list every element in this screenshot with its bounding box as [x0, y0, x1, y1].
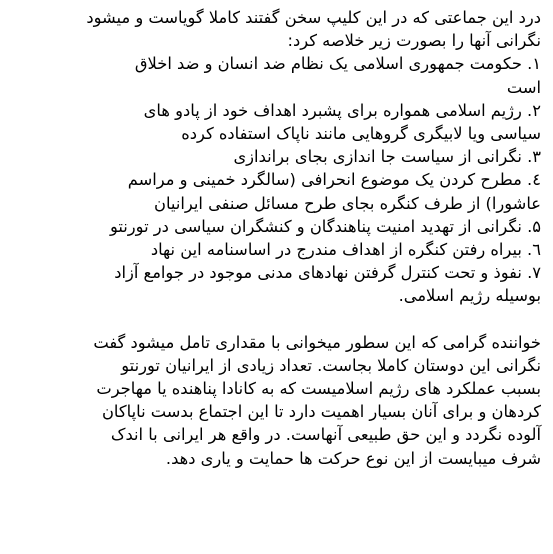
- list-item: [12, 238, 541, 261]
- closing-line: کردهان و برای آنان بسیار اهمیت دارد تا این اجتماع بدست ناپاکان: [101, 402, 541, 422]
- closing-line: نگرانی این دوستان کاملا بجاست. تعداد زیادی از ایرانیان تورنتو: [121, 355, 541, 375]
- list-item: [12, 261, 541, 307]
- list-item-line: سیاسی ویا لابیگری گروهایی مانند ناپاک استفاده کرده: [181, 124, 541, 144]
- list-item-line: ۱. حکومت جمهوری اسلامی یک نظام ضد انسان و ضد اخلاق: [134, 54, 541, 74]
- intro-line: نگرانی آنها را بصورت زیر خلاصه کرد:: [287, 31, 541, 51]
- list-item: [12, 99, 541, 145]
- paragraph-gap: [12, 308, 541, 331]
- intro-paragraph: [12, 6, 541, 52]
- closing-line: شرف میبایست از این نوع حرکت ها حمایت و یاری دهد.: [165, 448, 541, 468]
- concerns-list: [12, 52, 541, 307]
- list-item: [12, 215, 541, 238]
- list-item-line: ۳. نگرانی از سیاست جا اندازی بجای براندازی: [233, 147, 541, 167]
- closing-paragraph: [12, 331, 541, 470]
- list-item-line: است: [506, 77, 541, 97]
- list-item-line: بوسیله رژیم اسلامی.: [398, 286, 541, 306]
- intro-line: درد این جماعتی که در این کلیپ سخن گفتند کاملا گویاست و میشود: [86, 8, 541, 27]
- list-item: [12, 168, 541, 214]
- list-item-line: ۲. رژیم اسلامی همواره برای پشبرد اهداف خود از پادو های: [143, 100, 541, 120]
- list-item: [12, 52, 541, 98]
- list-item-line: ٦. بیراه رفتن کنگره از اهداف مندرج در اساسنامه این نهاد: [150, 240, 541, 260]
- list-item-line: ۵. نگرانی از تهدید امنیت پناهندگان و کنشگران سیاسی در تورنتو: [109, 216, 541, 236]
- list-item-line: ۷. نفوذ و تحت کنترل گرفتن نهادهای مدنی موجود در جوامع آزاد: [114, 263, 541, 283]
- closing-line: بسبب عملکرد های رژیم اسلامیست که به کانادا پناهنده یا مهاجرت: [96, 379, 541, 399]
- list-item-line: عاشورا) از طرف کنگره بجای طرح مسائل صنفی ایرانیان: [154, 193, 541, 213]
- closing-line: آلوده نگردد و این حق طبیعی آنهاست. در واقع هر ایرانی با اندک: [110, 425, 541, 445]
- list-item-line: ٤. مطرح کردن یک موضوع انحرافی (سالگرد خمینی و مراسم: [127, 170, 541, 190]
- closing-line: خواننده گرامی که این سطور میخوانی با مقداری تامل میشود گفت: [93, 332, 541, 352]
- list-item: [12, 145, 541, 168]
